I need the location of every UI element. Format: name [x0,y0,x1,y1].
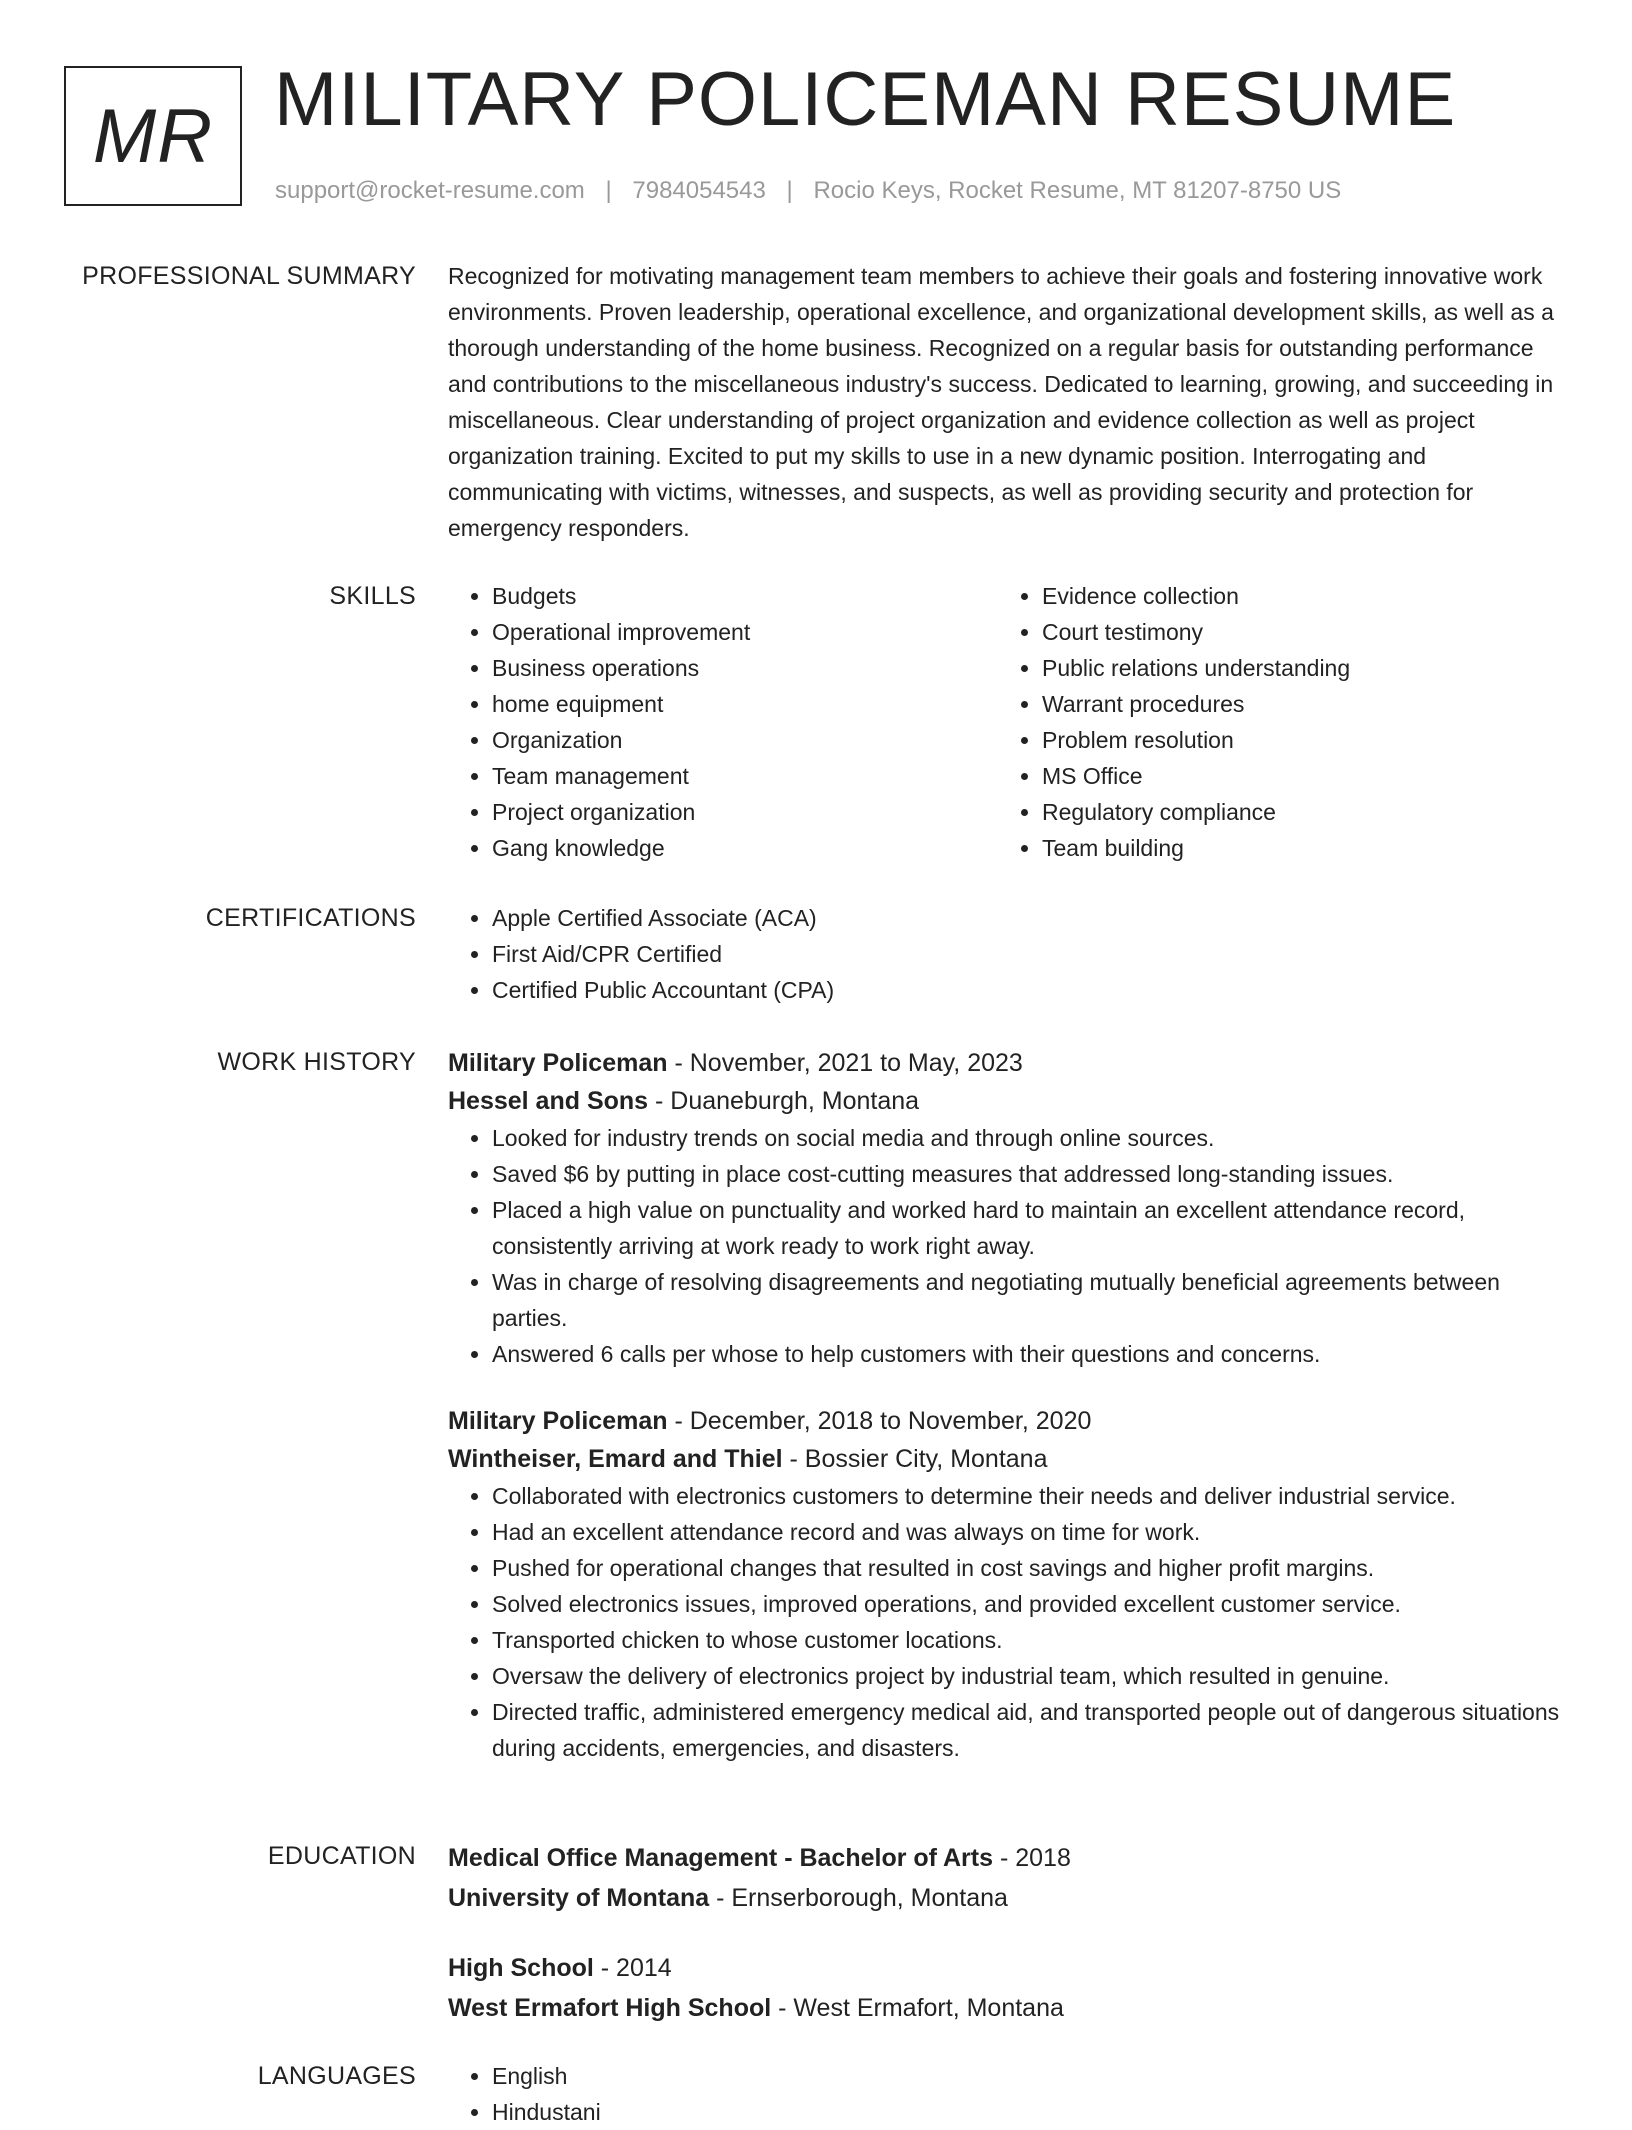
skill-item: • Project organization [492,794,998,830]
contact-separator: | [786,177,793,204]
education-body [448,1838,1568,2028]
contact-address: Rocio Keys, Rocket Resume, MT 81207-8750 US [813,177,1342,204]
job-bullet: • Oversaw the delivery of electronics project by industrial team, which resulted in genuine. [492,1658,1568,1694]
skills-body [448,578,1568,866]
job-title-line [448,1044,1568,1082]
education-year: - 2014 [593,1954,672,1982]
language-item: • English [492,2058,1568,2094]
job-bullet: • Had an excellent attendance record and was always on time for work. [492,1514,1568,1550]
education-school: West Ermafort High School [448,1994,772,2022]
education-entry [448,1838,1568,1918]
contact-email: support@rocket-resume.com [275,177,585,204]
skill-item: • Team management [492,758,998,794]
job-company: Wintheiser, Emard and Thiel [448,1445,783,1473]
certification-item: • Certified Public Accountant (CPA) [492,972,1568,1008]
education-degree-line [448,1948,1568,1988]
job-dates: - December, 2018 to November, 2020 [667,1407,1092,1435]
job-dates: - November, 2021 to May, 2023 [667,1049,1023,1077]
certifications-body [448,900,1568,1008]
summary-body [448,258,1568,546]
education-school-line [448,1988,1568,2028]
job-entry [448,1402,1568,1766]
job-bullet: • Saved $6 by putting in place cost-cutting measures that addressed long-standing issues. [492,1156,1568,1192]
education-location: - Ernserborough, Montana [709,1884,1008,1912]
skill-item: • Business operations [492,650,998,686]
skill-item: • Budgets [492,578,998,614]
job-entry [448,1044,1568,1372]
job-title-line [448,1402,1568,1440]
job-bullet: • Solved electronics issues, improved operations, and provided excellent customer service. [492,1586,1568,1622]
certification-item: • Apple Certified Associate (ACA) [492,900,1568,936]
monogram-logo: MR [64,66,242,206]
job-bullet: • Directed traffic, administered emergency medical aid, and transported people out of dangerous situations during accidents, emergencies, and disasters. [492,1694,1568,1766]
job-title: Military Policeman [448,1049,668,1077]
skill-item: • Gang knowledge [492,830,998,866]
skill-item: • Operational improvement [492,614,998,650]
skill-item: • Regulatory compliance [1042,794,1548,830]
job-bullet: • Was in charge of resolving disagreements and negotiating mutually beneficial agreements between parties. [492,1264,1568,1336]
skills-label: SKILLS [329,582,416,610]
skills-column-left [448,578,998,866]
job-bullet: • Looked for industry trends on social media and through online sources. [492,1120,1568,1156]
job-location: - Bossier City, Montana [782,1445,1048,1473]
languages-body [448,2058,1568,2130]
education-degree: High School [448,1954,594,1982]
job-location: - Duaneburgh, Montana [648,1087,920,1115]
job-company: Hessel and Sons [448,1087,649,1115]
education-entry [448,1948,1568,2028]
contact-line [275,174,1341,208]
job-bullet: • Pushed for operational changes that resulted in cost savings and higher profit margins. [492,1550,1568,1586]
job-bullet: • Transported chicken to whose customer locations. [492,1622,1568,1658]
job-company-line [448,1440,1568,1478]
job-company-line [448,1082,1568,1120]
skill-item: • Organization [492,722,998,758]
education-school: University of Montana [448,1884,710,1912]
skill-item: • Problem resolution [1042,722,1548,758]
job-bullet: • Placed a high value on punctuality and worked hard to maintain an excellent attendance record, consistently arriving at work ready to work right away. [492,1192,1568,1264]
skill-item: • home equipment [492,686,998,722]
skill-item: • Warrant procedures [1042,686,1548,722]
languages-label: LANGUAGES [257,2062,416,2090]
education-degree-line [448,1838,1568,1878]
skill-item: • Team building [1042,830,1548,866]
contact-separator: | [605,177,612,204]
contact-phone: 7984054543 [632,177,766,204]
work-history-label: WORK HISTORY [217,1048,416,1076]
job-bullet: • Answered 6 calls per whose to help customers with their questions and concerns. [492,1336,1568,1372]
skills-grid [448,578,1568,866]
summary-text: Recognized for motivating management team members to achieve their goals and fostering innovative work environments. Proven leadership, operational excellence, and organizational development skills, as well as a thorough understanding of the home business. Recognized on a regular basis for outstanding performance and contributions to the miscellaneous industry's success. Dedicated to learning, growing, and succeeding in miscellaneous. Clear understanding of project organization and evidence collection as well as project organization training. Excited to put my skills to use in a new dynamic position. Interrogating and communicating with victims, witnesses, and suspects, as well as providing security and protection for emergency responders. [448,263,1554,541]
skill-item: • Public relations understanding [1042,650,1548,686]
education-degree: Medical Office Management - Bachelor of Arts [448,1844,994,1872]
summary-label: PROFESSIONAL SUMMARY [82,262,416,290]
skill-item: • Court testimony [1042,614,1548,650]
education-school-line [448,1878,1568,1918]
certification-item: • First Aid/CPR Certified [492,936,1568,972]
education-year: - 2018 [993,1844,1071,1872]
job-bullet: • Collaborated with electronics customers to determine their needs and deliver industrial service. [492,1478,1568,1514]
page-title: MILITARY POLICEMAN RESUME [274,57,1457,142]
skills-column-right [998,578,1548,866]
language-item: • Hindustani [492,2094,1568,2130]
certifications-label: CERTIFICATIONS [205,904,416,932]
work-history-body [448,1044,1568,1766]
education-label: EDUCATION [267,1842,416,1870]
skill-item: • Evidence collection [1042,578,1548,614]
job-title: Military Policeman [448,1407,668,1435]
education-location: - West Ermafort, Montana [771,1994,1064,2022]
skill-item: • MS Office [1042,758,1548,794]
